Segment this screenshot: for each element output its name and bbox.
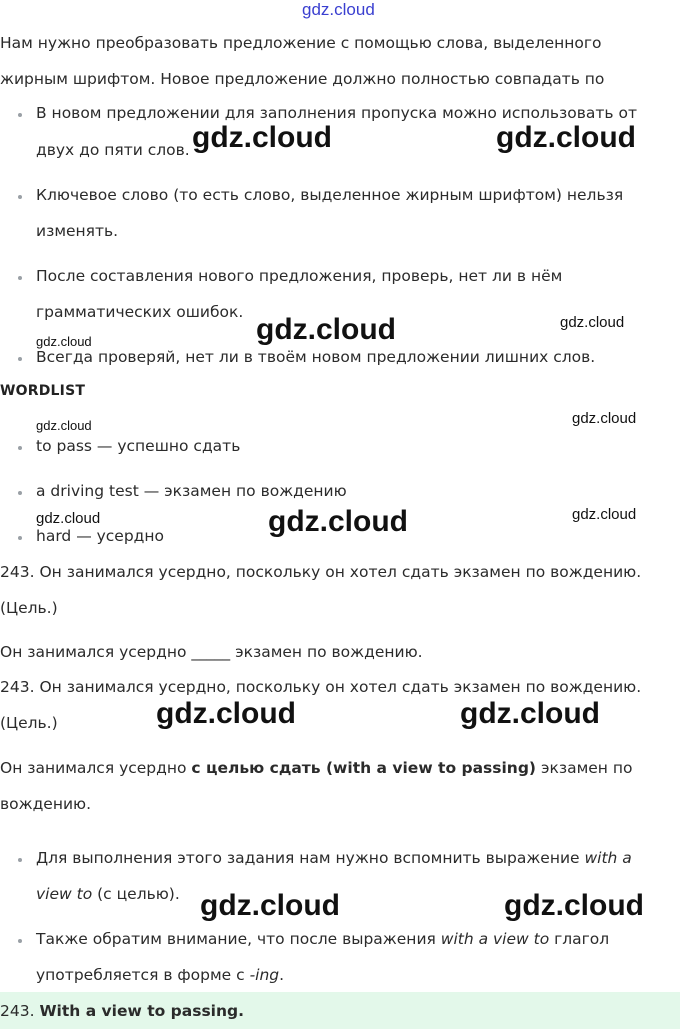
note-2-line-1: [36, 930, 609, 948]
answer-prefix: Он занимался усердно: [0, 759, 192, 777]
bullet-icon: [18, 536, 22, 540]
bullet-icon: [18, 276, 22, 280]
note-italic: -ing: [249, 966, 280, 984]
task-hint: (Цель.): [0, 599, 58, 617]
rule-2-line-2: изменять.: [36, 222, 119, 240]
watermark-text: gdz.cloud: [572, 506, 637, 523]
final-text: With a view to passing.: [39, 1002, 244, 1020]
watermark-top: gdz.cloud: [302, 0, 375, 19]
note-text: Для выполнения этого задания нам нужно вспомнить выражение: [36, 849, 585, 867]
task-gap-sentence: Он занимался усердно _____ экзамен по вождению.: [0, 643, 423, 661]
watermark-text: gdz.cloud: [572, 410, 637, 427]
note-text: (с целью).: [92, 885, 180, 903]
watermark-text: gdz.cloud: [192, 121, 332, 154]
note-text: употребляется в форме с: [36, 966, 250, 984]
note-2-line-2: [36, 966, 284, 984]
rule-1-line-1: В новом предложении для заполнения пропуска можно использовать от: [36, 104, 637, 122]
note-text: .: [279, 966, 285, 984]
wordlist-item: to pass — успешно сдать: [36, 437, 241, 455]
watermark-text: gdz.cloud: [256, 313, 396, 346]
note-italic: with a: [584, 849, 632, 867]
wordlist-item: hard — усердно: [36, 527, 165, 545]
solution-answer: [0, 759, 632, 777]
watermark-text: gdz.cloud: [560, 314, 625, 331]
watermark-text: gdz.cloud: [504, 889, 644, 922]
answer-suffix: экзамен по: [536, 759, 633, 777]
bullet-icon: [18, 939, 22, 943]
watermark-text: gdz.cloud: [36, 334, 92, 349]
rule-3-line-2: грамматических ошибок.: [36, 303, 244, 321]
solution-answer-line-2: вождению.: [0, 795, 92, 813]
watermark-text: gdz.cloud: [460, 697, 600, 730]
bullet-icon: [18, 446, 22, 450]
bullet-icon: [18, 491, 22, 495]
intro-line-2: жирным шрифтом. Новое предложение должно полностью совпадать по: [0, 70, 605, 88]
answer-bold: с целью сдать (with a view to passing): [191, 759, 537, 777]
final-answer: [0, 1002, 244, 1020]
bullet-icon: [18, 195, 22, 199]
bullet-icon: [18, 357, 22, 361]
note-italic: view to: [36, 885, 93, 903]
rule-3-line-1: После составления нового предложения, проверь, нет ли в нём: [36, 267, 563, 285]
rule-1-line-2: двух до пяти слов.: [36, 141, 190, 159]
rule-4-line-1: Всегда проверяй, нет ли в твоём новом предложении лишних слов.: [36, 348, 596, 366]
note-1-line-1: [36, 849, 632, 867]
task-sentence: 243. Он занимался усердно, поскольку он хотел сдать экзамен по вождению.: [0, 563, 642, 581]
watermark-text: gdz.cloud: [268, 505, 408, 538]
watermark-text: gdz.cloud: [36, 510, 101, 527]
wordlist-heading: WORDLIST: [0, 383, 86, 399]
watermark-text: gdz.cloud: [156, 697, 296, 730]
bullet-icon: [18, 858, 22, 862]
solution-sentence: 243. Он занимался усердно, поскольку он хотел сдать экзамен по вождению.: [0, 678, 642, 696]
intro-line-1: Нам нужно преобразовать предложение с помощью слова, выделенного: [0, 34, 602, 52]
note-text: глагол: [549, 930, 610, 948]
final-number: 243.: [0, 1002, 35, 1020]
watermark-text: gdz.cloud: [36, 418, 92, 433]
note-text: Также обратим внимание, что после выражения: [36, 930, 441, 948]
wordlist-item: a driving test — экзамен по вождению: [36, 482, 347, 500]
bullet-icon: [18, 113, 22, 117]
watermark-text: gdz.cloud: [496, 121, 636, 154]
watermark-text: gdz.cloud: [200, 889, 340, 922]
note-italic: with a view to: [440, 930, 550, 948]
solution-hint: (Цель.): [0, 714, 58, 732]
rule-2-line-1: Ключевое слово (то есть слово, выделенное жирным шрифтом) нельзя: [36, 186, 624, 204]
note-1-line-2: [36, 885, 180, 903]
